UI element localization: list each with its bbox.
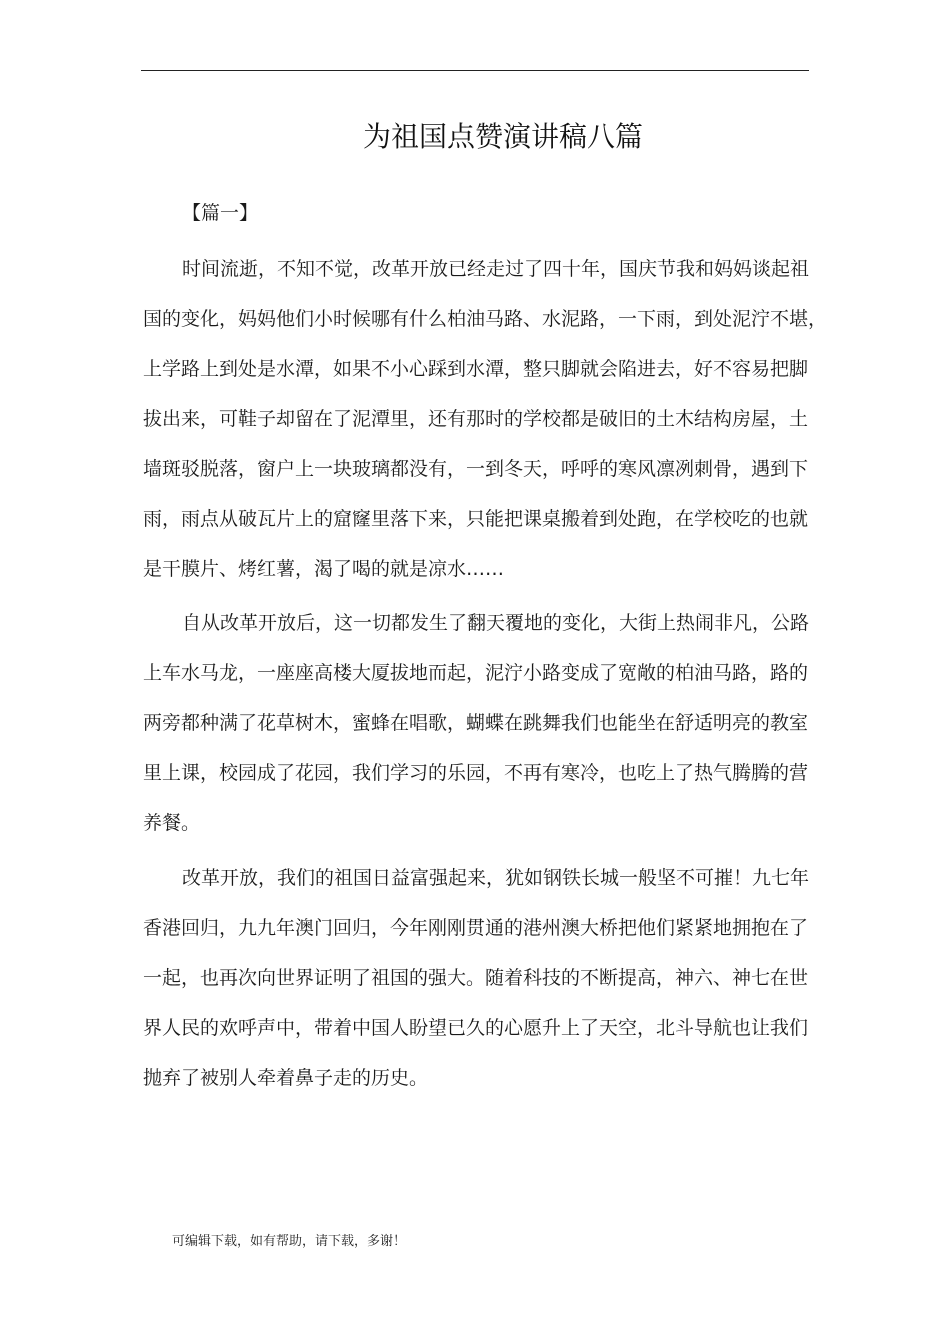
paragraph-line: 时间流逝，不知不觉，改革开放已经走过了四十年，国庆节我和妈妈谈起祖	[182, 258, 810, 280]
paragraph-line: 改革开放，我们的祖国日益富强起来，犹如钢铁长城一般坚不可摧！九七年	[182, 867, 810, 889]
section-label: 【篇一】	[182, 202, 259, 224]
header-divider	[141, 70, 809, 71]
document-title: 为祖国点赞演讲稿八篇	[362, 120, 643, 153]
paragraph-line: 上学路上到处是水潭，如果不小心踩到水潭，整只脚就会陷进去，好不容易把脚	[143, 358, 809, 380]
paragraph-line: 香港回归，九九年澳门回归，今年刚刚贯通的港州澳大桥把他们紧紧地拥抱在了	[143, 917, 809, 939]
paragraph-line: 雨，雨点从破瓦片上的窟窿里落下来，只能把课桌搬着到处跑，在学校吃的也就	[143, 508, 809, 530]
paragraph-line: 墙斑驳脱落，窗户上一块玻璃都没有，一到冬天，呼呼的寒风凛冽刺骨，遇到下	[143, 458, 809, 480]
paragraph-line: 里上课，校园成了花园，我们学习的乐园，不再有寒冷，也吃上了热气腾腾的营	[143, 762, 809, 784]
paragraph-line: 国的变化，妈妈他们小时候哪有什么柏油马路、水泥路，一下雨，到处泥泞不堪，	[143, 308, 828, 330]
paragraph-line: 界人民的欢呼声中，带着中国人盼望已久的心愿升上了天空，北斗导航也让我们	[143, 1017, 809, 1039]
paragraph-line: 一起，也再次向世界证明了祖国的强大。随着科技的不断提高，神六、神七在世	[143, 967, 809, 989]
paragraph-1	[143, 256, 828, 606]
paragraph-line: 养餐。	[143, 812, 201, 834]
paragraph-2	[143, 610, 823, 860]
paragraph-line: 上车水马龙，一座座高楼大厦拔地而起，泥泞小路变成了宽敞的柏油马路，路的	[143, 662, 809, 684]
paragraph-line: 两旁都种满了花草树木，蜜蜂在唱歌，蝴蝶在跳舞我们也能坐在舒适明亮的教室	[143, 712, 809, 734]
paragraph-line: 拔出来，可鞋子却留在了泥潭里，还有那时的学校都是破旧的土木结构房屋，土	[143, 408, 809, 430]
paragraph-line: 是干膜片、烤红薯，渴了喝的就是凉水……	[143, 558, 505, 580]
paragraph-3	[143, 865, 823, 1115]
paragraph-line: 自从改革开放后，这一切都发生了翻天覆地的变化，大街上热闹非凡，公路	[182, 612, 810, 634]
footer-note: 可编辑下载，如有帮助，请下载，多谢！	[172, 1234, 407, 1249]
paragraph-line: 抛弃了被别人牵着鼻子走的历史。	[143, 1067, 429, 1089]
